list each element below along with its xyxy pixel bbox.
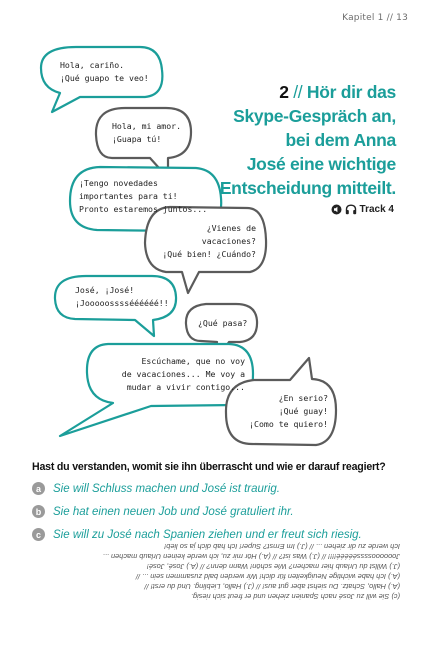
volume-icon [331,204,342,215]
bubble-1-text: Hola, cariño. ¡Qué guapo te veo! [60,60,149,83]
task-title-line-2: Skype-Gespräch an, [233,106,396,126]
answer-key-line: Ich werde zu dir ziehen ... // (J.) Im Ernst? Super! Ich hab dich ja so lieb! [164,542,400,551]
answer-text-c: Sie will zu José nach Spanien ziehen und er freut sich riesig. [53,528,362,541]
task-title-line-1: Hör dir das [306,82,396,102]
answer-text-b: Sie hat einen neuen Job und José gratuliert ihr. [53,505,294,518]
task-title-line-5: Entscheidung mitteilt. [219,178,396,198]
answer-key-line: (c) Sie will zu José nach Spanien ziehen und er freut sich riesig. [190,592,400,601]
bubble-2-text: Hola, mi amor. ¡Guapa tú! [112,121,182,144]
task-title [220,80,396,200]
audio-track[interactable] [331,204,394,215]
answer-option-a[interactable] [32,477,362,500]
bubble-7-text: Escúchame, que no voy de vacaciones... Me voy a mudar a vivir contigo... [121,356,245,392]
task-number: 2 [279,82,289,102]
answer-letter-a: a [32,482,45,495]
answer-letter-c: c [32,528,45,541]
answer-key-line: Joooooossssééééé!!!! // (J.) Was ist? // (A.) Hör mir zu, ich werde keinen Urlaub machen ... [102,552,400,561]
task-title-line-3: bei dem Anna [285,130,396,150]
answer-letter-b: b [32,505,45,518]
headphones-icon [345,204,357,215]
track-label: Track 4 [359,204,394,215]
bubble-8-text: ¿En serio? ¡Qué guay! ¡Como te quiero! [249,393,328,429]
answer-text-a: Sie will Schluss machen und José ist traurig. [53,482,280,495]
task-slash: // [293,82,303,102]
answer-key-line: (A.) Hallo, Schatz. Du siehst aber gut aus! // (J.) Hallo, Liebling. Und du erst! // [144,582,400,591]
answer-option-b[interactable] [32,500,362,523]
task-title-line-4: José eine wichtige [246,154,396,174]
bubble-5-text: José, ¡José! ¡Jooooosssséééééé!! [75,285,169,308]
bubble-4-text: ¿Vienes de vacaciones? ¡Qué bien! ¿Cuándo? [162,223,256,259]
answer-options [32,477,362,546]
upside-down-answer-key [40,541,400,601]
bubble-3-text: ¡Tengo novedades importantes para ti! Pronto estaremos juntos... [79,178,208,214]
answer-key-line: (J.) Willst du Urlaub hier machen? Wie schön! Wann denn? // (A.) José, José! [146,562,400,571]
page-header: Kapitel 1 // 13 [342,13,408,23]
answer-key-line: (A.) Ich habe wichtige Neuigkeiten für dich! Wir werden bald zusammen sein ... // [135,572,400,581]
comprehension-question: Hast du verstanden, womit sie ihn überrascht und wie er darauf reagiert? [32,461,386,473]
bubble-6-text: ¿Qué pasa? [198,318,248,328]
